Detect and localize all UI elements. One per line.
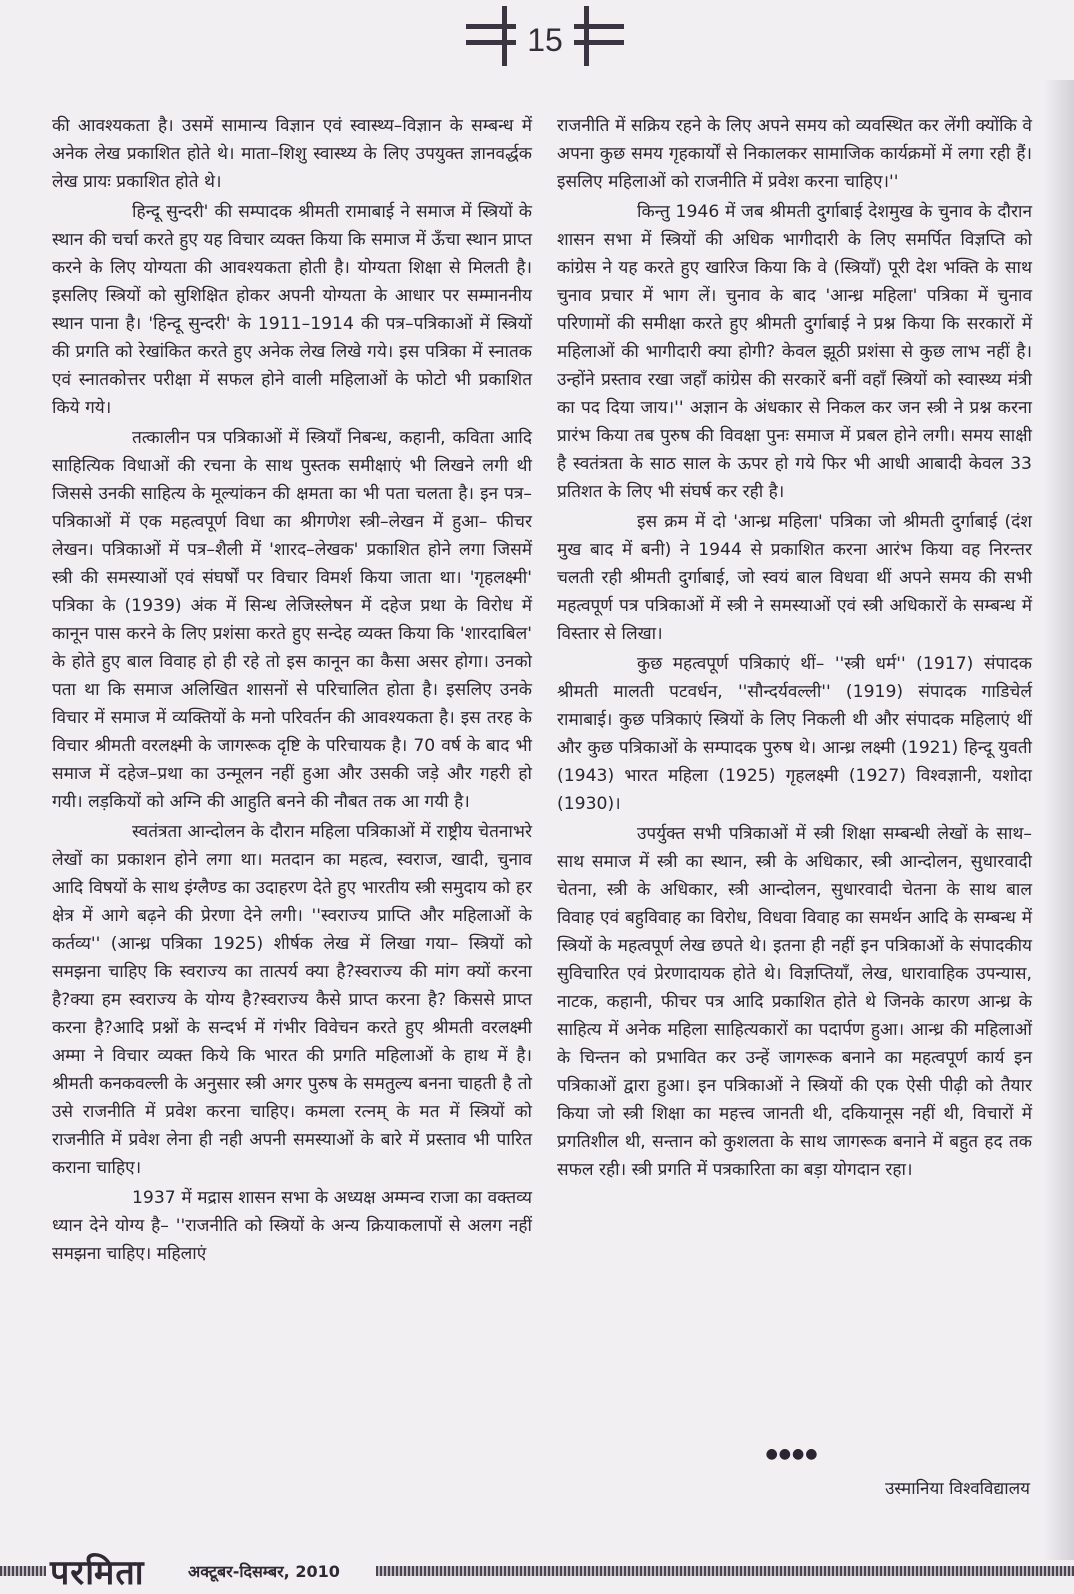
left-column — [52, 112, 532, 1268]
page-footer — [0, 1548, 1074, 1592]
paragraph: उपर्युक्त सभी पत्रिकाओं में स्त्री शिक्षा सम्बन्धी लेखों के साथ–साथ समाज में स्त्री का स्थान, स्त्री के अधिकार, स्त्री आन्दोलन, सुधारवादी चेतना, स्त्री के अधिकार, स्त्री आन्दोलन, सुधारवादी चेतना के साथ बाल विवाह एवं बहुविवाह का विरोध, विधवा विवाह का समर्थन आदि के सम्बन्ध में स्त्रियों के महत्वपूर्ण लेख छपते थे। इतना ही नहीं इन पत्रिकाओं के संपादकीय सुविचारित एवं प्रेरणादायक होते थे। विज्ञप्तियाँ, लेख, धारावाहिक उपन्यास, नाटक, कहानी, फीचर पत्र आदि प्रकाशित होते थे जिनके कारण आन्ध्र के साहित्य में अनेक महिला साहित्यकारों का पदार्पण हुआ। आन्ध्र की महिलाओं के चिन्तन को प्रभावित कर उन्हें जागरूक बनाने का महत्वपूर्ण कार्य इन पत्रिकाओं द्वारा हुआ। इन पत्रिकाओं ने स्त्रियों की एक ऐसी पीढ़ी को तैयार किया जो स्त्री शिक्षा का महत्त्व जानती थी, दकियानूस नहीं थी, विचारों में प्रगतिशील थी, सन्तान को कुशलता के साथ जागरूक बनाने में बहुत हद तक सफल रही। स्त्री प्रगति में पत्रकारिता का बड़ा योगदान रहा। — [557, 824, 1032, 1180]
end-of-article-mark: ●●●● — [765, 1446, 819, 1462]
header-ornament-line — [574, 24, 624, 29]
footer-stripe — [0, 1566, 46, 1576]
author-affiliation: उस्मानिया विश्वविद्यालय — [885, 1479, 1030, 1499]
page-edge-shading — [1044, 80, 1074, 1560]
issue-date: अक्टूबर-दिसम्बर, 2010 — [188, 1562, 340, 1581]
paragraph: हिन्दू सुन्दरी' की सम्पादक श्रीमती रामाबाई ने समाज में स्त्रियों के स्थान की चर्चा करते हुए यह विचार व्यक्त किया कि समाज में ऊँचा स्थान प्राप्त करने के लिए योग्यता की आवश्यकता होती है। योग्यता शिक्षा से मिलती है। इसलिए स्त्रियों को सुशिक्षित होकर अपनी योग्यता के आधार पर सम्माननीय स्थान पाना है। 'हिन्दू सुन्दरी' के 1911–1914 की पत्र–पत्रिकाओं में स्त्रियों की प्रगति को रेखांकित करते हुए अनेक लेख लिखे गये। इस पत्रिका में स्नातक एवं स्नातकोत्तर परीक्षा में सफल होने वाली महिलाओं के फोटो भी प्रकाशित किये गये। — [52, 202, 532, 418]
page-header — [0, 4, 1074, 68]
paragraph: स्वतंत्रता आन्दोलन के दौरान महिला पत्रिकाओं में राष्ट्रीय चेतनाभरे लेखों का प्रकाशन होने लगा था। मतदान का महत्व, स्वराज, खादी, चुनाव आदि विषयों के साथ इंग्लैण्ड का उदाहरण देते हुए भारतीय स्त्री समुदाय को हर क्षेत्र में आगे बढ़ने की प्रेरणा देने लगी। ''स्वराज्य प्राप्ति और महिलाओं के कर्तव्य'' (आन्ध्र पत्रिका 1925) शीर्षक लेख में लिखा गया– स्त्रियों को समझना चाहिए कि स्वराज्य का तात्पर्य क्या है?स्वराज्य की मांग क्यों करना है?क्या हम स्वराज्य के योग्य है?स्वराज्य कैसे प्राप्त करना है? किससे प्राप्त करना है?आदि प्रश्नों के सन्दर्भ में गंभीर विवेचन करते हुए श्रीमती वरलक्ष्मी अम्मा ने विचार व्यक्त किये कि भारत की प्रगति महिलाओं के हाथ में है। श्रीमती कनकवल्ली के अनुसार स्त्री अगर पुरुष के समतुल्य बनना चाहती है तो उसे राजनीति में प्रवेश करना चाहिए। कमला रत्नम् के मत में स्त्रियों को राजनीति में प्रवेश लेना ही नही अपनी समस्याओं के बारे में प्रस्ताव भी पारित कराना चाहिए। — [52, 822, 532, 1178]
header-ornament-line — [466, 40, 516, 45]
paragraph: इस क्रम में दो 'आन्ध्र महिला' पत्रिका जो श्रीमती दुर्गाबाई (दंश मुख बाद में बनी) ने 1944 से प्रकाशित करना आरंभ किया वह निरन्तर चलती रही श्रीमती दुर्गाबाई, जो स्वयं बाल विधवा थीं अपने समय की सभी महत्वपूर्ण पत्र पत्रिकाओं में स्त्री ने समस्याओं एवं स्त्री अधिकारों के सम्बन्ध में विस्तार से लिखा। — [557, 512, 1032, 644]
header-ornament-line — [584, 6, 589, 66]
paragraph: तत्कालीन पत्र पत्रिकाओं में स्त्रियाँ निबन्ध, कहानी, कविता आदि साहित्यिक विधाओं की रचना के साथ पुस्तक समीक्षाएं भी लिखने लगी थी जिससे उनकी साहित्य के मूल्यांकन की क्षमता का भी पता चलता है। इन पत्र–पत्रिकाओं में एक महत्वपूर्ण विधा का श्रीगणेश स्त्री–लेखन में हुआ– फीचर लेखन। पत्रिकाओं में पत्र–शैली में 'शारद–लेखक' प्रकाशित होने लगा जिसमें स्त्री की समस्याओं एवं संघर्षों पर विचार विमर्श किया जाता था। 'गृहलक्ष्मी' पत्रिका के (1939) अंक में सिन्ध लेजिस्लेषन में दहेज प्रथा के विरोध में कानून पास करने के लिए प्रशंसा करते हुए सन्देह व्यक्त किया कि 'शारदाबिल' के होते हुए बाल विवाह हो ही रहे तो इस कानून का कैसा असर होगा। उनको पता था कि समाज अलिखित शासनों से परिचालित होता है। इसलिए उनके विचार में समाज में व्यक्तियों के मनो परिवर्तन की आवश्यकता है। इस तरह के विचार श्रीमती वरलक्ष्मी के जागरूक दृष्टि के परिचायक है। 70 वर्ष के बाद भी समाज में दहेज–प्रथा का उन्मूलन नहीं हुआ और उसकी जड़े और गहरी हो गयी। लड़कियों को अग्नि की आहुति बनने की नौबत तक आ गयी है। — [52, 428, 532, 812]
header-ornament-line — [574, 40, 624, 45]
page-number: 15 — [527, 22, 563, 58]
paragraph: की आवश्यकता है। उसमें सामान्य विज्ञान एवं स्वास्थ्य–विज्ञान के सम्बन्ध में अनेक लेख प्रकाशित होते थे। माता–शिशु स्वास्थ्य के लिए उपयुक्त ज्ञानवर्द्धक लेख प्रायः प्रकाशित होते थे। — [52, 116, 532, 192]
paragraph: राजनीति में सक्रिय रहने के लिए अपने समय को व्यवस्थित कर लेंगी क्योंकि वे अपना कुछ समय गृहकार्यों से निकालकर सामाजिक कार्यक्रमों में लगा रही हैं। इसलिए महिलाओं को राजनीति में प्रवेश करना चाहिए।'' — [557, 116, 1032, 192]
paragraph: 1937 में मद्रास शासन सभा के अध्यक्ष अम्मन्व राजा का वक्तव्य ध्यान देने योग्य है– ''राजनीति को स्त्रियों के अन्य क्रियाकलापों से अलग नहीं समझना चाहिए। महिलाएं — [52, 1188, 532, 1264]
header-ornament-line — [502, 6, 507, 66]
magazine-name: परमिता — [50, 1553, 145, 1593]
right-column — [557, 112, 1032, 1184]
footer-stripe — [376, 1566, 1074, 1576]
paragraph: कुछ महत्वपूर्ण पत्रिकाएं थीं– ''स्त्री धर्म'' (1917) संपादक श्रीमती मालती पटवर्धन, ''सौन्दर्यवल्ली'' (1919) संपादक गाडिचेर्ल रामाबाई। कुछ पत्रिकाएं स्त्रियों के लिए निकली थी और संपादक महिलाएं थीं और कुछ पत्रिकाओं के सम्पादक पुरुष थे। आन्ध्र लक्ष्मी (1921) हिन्दू युवती (1943) भारत महिला (1925) गृहलक्ष्मी (1927) विश्वज्ञानी, यशोदा (1930)। — [557, 654, 1032, 814]
header-ornament-line — [466, 24, 516, 29]
paragraph: किन्तु 1946 में जब श्रीमती दुर्गाबाई देशमुख के चुनाव के दौरान शासन सभा में स्त्रियों की अधिक भागीदारी के लिए समर्पित विज्ञप्ति को कांग्रेस ने यह करते हुए खारिज किया कि वे (स्त्रियाँ) पूरी देश भक्ति के साथ चुनाव प्रचार में भाग लें। चुनाव के बाद 'आन्ध्र महिला' पत्रिका में चुनाव परिणामों की समीक्षा करते हुए श्रीमती दुर्गाबाई ने प्रश्न किया कि सरकारों में महिलाओं की भागीदारी क्या होगी? केवल झूठी प्रशंसा से कुछ लाभ नहीं है। उन्होंने प्रस्ताव रखा जहाँ कांग्रेस की सरकारें बनीं वहाँ स्त्रियों को स्वास्थ्य मंत्री का पद दिया जाय।'' अज्ञान के अंधकार से निकल कर जन स्त्री ने प्रश्न करना प्रारंभ किया तब पुरुष की विवक्षा पुनः समाज में प्रबल होने लगी। समय साक्षी है स्वतंत्रता के साठ साल के ऊपर हो गये फिर भी आधी आबादी केवल 33 प्रतिशत के लिए भी संघर्ष कर रही है। — [557, 202, 1032, 502]
